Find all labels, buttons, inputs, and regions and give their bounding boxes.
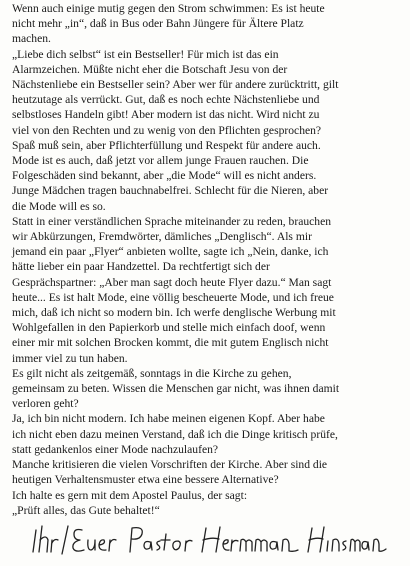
- text-line: „Prüft alles, das Gute behaltet!“: [12, 503, 160, 517]
- text-line: mich, daß ich nicht so modern bin. Ich werfe denglische Werbung mit: [12, 306, 336, 320]
- text-line: statt gedankenlos einer Mode nachzulaufen?: [12, 442, 219, 456]
- text-line: einer mir mit solchen Brocken kommt, die mit gutem Englisch nicht: [12, 336, 329, 350]
- text-line: „Liebe dich selbst“ ist ein Bestseller! Für mich ist das ein: [12, 47, 279, 61]
- text-line: Es gilt nicht als zeitgemäß, sonntags in die Kirche zu gehen,: [12, 366, 292, 380]
- paragraph-paulus: [12, 488, 404, 518]
- text-line: Ich halte es gern mit dem Apostel Paulus, der sagt:: [12, 488, 248, 502]
- text-line: Nächstenliebe ein Bestseller sein? Aber wer für andere zurücktritt, gilt: [12, 78, 339, 92]
- text-line: immer viel zu tun haben.: [12, 351, 128, 365]
- text-line: viel von den Rechten und zu wenig von den Pflichten gesprochen?: [12, 123, 322, 137]
- text-line: Junge Mädchen tragen bauchnabelfrei. Schlecht für die Nieren, aber: [12, 184, 329, 198]
- text-line: Statt in einer verständlichen Sprache miteinander zu reden, brauchen: [12, 214, 332, 228]
- text-line: selbstloses Handeln gibt! Aber modern ist das nicht. Wird nicht zu: [12, 108, 320, 122]
- text-line: Spaß muß sein, aber Pflichterfüllung und Respekt für andere auch.: [12, 138, 321, 152]
- paragraph-kirche: [12, 366, 404, 412]
- signature-scribble-icon: [30, 522, 390, 558]
- text-line: hätte lieber ein paar Handzettel. Da rechtfertigt sich der: [12, 260, 270, 274]
- text-line: Folgeschäden sind bekannt, aber „die Mode“ will es nicht anders.: [12, 169, 317, 183]
- paragraph-denglisch: [12, 214, 404, 366]
- text-line: machen.: [12, 32, 51, 46]
- text-line: ich nicht eben dazu meinen Verstand, daß ich die Dinge kritisch prüfe,: [12, 427, 338, 441]
- paragraph-bus-bahn: [12, 1, 404, 47]
- text-line: Mode ist es auch, daß jetzt vor allem junge Frauen rauchen. Die: [12, 154, 309, 168]
- text-line: Wenn auch einige mutig gegen den Strom schwimmen: Es ist heute: [12, 2, 325, 15]
- letter-body: [12, 1, 404, 518]
- text-line: heute... Es ist halt Mode, eine völlig bescheuerte Mode, und ich freue: [12, 290, 334, 304]
- text-line: Ja, ich bin nicht modern. Ich habe meinen eigenen Kopf. Aber habe: [12, 412, 325, 426]
- text-line: gemeinsam zu beten. Wissen die Menschen gar nicht, was ihnen damit: [12, 382, 340, 396]
- text-line: heutzutage als verrückt. Gut, daß es noch echte Nächstenliebe und: [12, 93, 320, 107]
- paragraph-eigener-kopf: [12, 411, 404, 457]
- paragraph-naechstenliebe: [12, 47, 404, 214]
- text-line: nicht mehr „in“, daß in Bus oder Bahn Jüngere für Ältere Platz: [12, 17, 304, 31]
- paragraph-vorschriften: [12, 457, 404, 487]
- text-line: verloren geht?: [12, 397, 79, 411]
- text-line: Alarmzeichen. Müßte nicht eher die Botschaft Jesu von der: [12, 62, 288, 76]
- text-line: wir Abkürzungen, Fremdwörter, dämliches „Denglisch“. Als mir: [12, 230, 312, 244]
- handwritten-signature: [30, 522, 390, 558]
- text-line: heutigen Verhaltensmuster etwa eine bessere Alternative?: [12, 473, 279, 487]
- text-line: Gesprächspartner: „Aber man sagt doch heute Flyer dazu.“ Man sagt: [12, 275, 332, 289]
- text-line: Manche kritisieren die vielen Vorschriften der Kirche. Aber sind die: [12, 458, 328, 472]
- text-line: Wohlgefallen in den Papierkorb und stelle mich einfach doof, wenn: [12, 321, 326, 335]
- text-line: jemand ein paar „Flyer“ anbieten wollte, sagte ich „Nein, danke, ich: [12, 245, 329, 259]
- text-line: die Mode will es so.: [12, 199, 106, 213]
